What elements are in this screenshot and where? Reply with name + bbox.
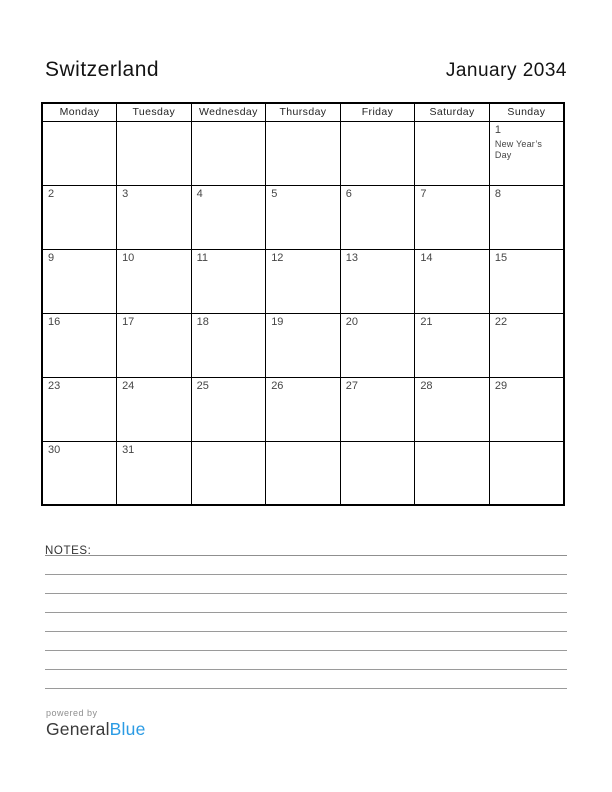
week-row-2 bbox=[42, 185, 564, 249]
day-cell bbox=[42, 249, 117, 313]
day-cell bbox=[340, 313, 415, 377]
day-cell bbox=[191, 121, 266, 185]
day-cell bbox=[489, 249, 564, 313]
day-number: 11 bbox=[196, 251, 209, 264]
day-number: 31 bbox=[122, 443, 135, 456]
notes-section bbox=[45, 540, 567, 689]
day-cell bbox=[415, 313, 490, 377]
notes-line bbox=[45, 651, 567, 670]
notes-line bbox=[45, 632, 567, 651]
day-cell bbox=[489, 185, 564, 249]
weekday-header-row bbox=[42, 103, 564, 121]
page-header bbox=[45, 58, 567, 82]
day-number: 20 bbox=[345, 315, 358, 328]
day-cell bbox=[489, 377, 564, 441]
week-row-6 bbox=[42, 441, 564, 505]
brand-blue-text: Blue bbox=[109, 719, 146, 739]
day-cell bbox=[415, 249, 490, 313]
notes-line bbox=[45, 594, 567, 613]
weekday-header-tuesday: Tuesday bbox=[117, 103, 192, 121]
weekday-header-sunday: Sunday bbox=[489, 103, 564, 121]
weekday-header-friday: Friday bbox=[340, 103, 415, 121]
day-cell bbox=[266, 121, 341, 185]
day-cell bbox=[191, 377, 266, 441]
day-cell bbox=[266, 249, 341, 313]
day-number: 3 bbox=[122, 187, 129, 200]
month-year-title: January 2034 bbox=[445, 60, 567, 81]
day-cell bbox=[340, 441, 415, 505]
day-number: 5 bbox=[271, 187, 278, 200]
day-number: 13 bbox=[345, 251, 358, 264]
day-number: 10 bbox=[122, 251, 135, 264]
notes-line bbox=[45, 613, 567, 632]
day-cell bbox=[340, 121, 415, 185]
weekday-header-thursday: Thursday bbox=[266, 103, 341, 121]
day-cell bbox=[191, 313, 266, 377]
day-number: 1 bbox=[494, 123, 501, 136]
day-cell bbox=[489, 313, 564, 377]
day-number: 8 bbox=[494, 187, 501, 200]
day-number: 12 bbox=[271, 251, 284, 264]
day-cell bbox=[42, 313, 117, 377]
notes-label: NOTES: bbox=[45, 545, 92, 557]
notes-line bbox=[45, 556, 567, 575]
day-number: 25 bbox=[196, 379, 209, 392]
day-number: 26 bbox=[271, 379, 284, 392]
day-cell-new-years-day bbox=[489, 121, 564, 185]
day-number: 24 bbox=[122, 379, 135, 392]
week-row-5 bbox=[42, 377, 564, 441]
day-cell bbox=[117, 441, 192, 505]
notes-header-line bbox=[45, 540, 567, 556]
day-cell bbox=[117, 377, 192, 441]
weekday-header-monday: Monday bbox=[42, 103, 117, 121]
day-number: 6 bbox=[345, 187, 352, 200]
day-cell bbox=[42, 377, 117, 441]
day-cell bbox=[415, 377, 490, 441]
day-number: 16 bbox=[48, 315, 61, 328]
day-number: 28 bbox=[420, 379, 433, 392]
day-number: 18 bbox=[196, 315, 209, 328]
holiday-label: New Year’s Day bbox=[494, 138, 543, 161]
day-cell bbox=[415, 441, 490, 505]
brand-general-text: General bbox=[46, 719, 110, 739]
month-calendar-grid bbox=[41, 102, 565, 506]
day-cell bbox=[42, 121, 117, 185]
day-number: 7 bbox=[420, 187, 427, 200]
day-cell bbox=[191, 249, 266, 313]
day-cell bbox=[42, 185, 117, 249]
day-number: 14 bbox=[420, 251, 433, 264]
day-cell bbox=[266, 441, 341, 505]
footer-brand-block bbox=[46, 708, 146, 739]
day-number: 27 bbox=[345, 379, 358, 392]
weekday-header-wednesday: Wednesday bbox=[191, 103, 266, 121]
day-cell bbox=[42, 441, 117, 505]
day-cell bbox=[340, 377, 415, 441]
day-cell bbox=[340, 185, 415, 249]
week-row-3 bbox=[42, 249, 564, 313]
day-cell bbox=[191, 441, 266, 505]
day-number: 30 bbox=[48, 443, 61, 456]
day-cell bbox=[415, 121, 490, 185]
day-cell bbox=[266, 377, 341, 441]
day-cell bbox=[117, 185, 192, 249]
day-number: 4 bbox=[196, 187, 203, 200]
day-cell bbox=[266, 185, 341, 249]
day-number: 2 bbox=[48, 187, 55, 200]
powered-by-text: powered by bbox=[46, 708, 98, 718]
day-number: 21 bbox=[420, 315, 433, 328]
notes-line bbox=[45, 575, 567, 594]
day-number: 23 bbox=[48, 379, 61, 392]
day-cell bbox=[489, 441, 564, 505]
country-title: Switzerland bbox=[45, 58, 160, 81]
notes-line bbox=[45, 670, 567, 689]
day-cell bbox=[191, 185, 266, 249]
day-cell bbox=[117, 249, 192, 313]
weekday-header-saturday: Saturday bbox=[415, 103, 490, 121]
day-cell bbox=[415, 185, 490, 249]
day-number: 19 bbox=[271, 315, 284, 328]
day-cell bbox=[266, 313, 341, 377]
week-row-4 bbox=[42, 313, 564, 377]
general-blue-logo bbox=[46, 720, 146, 739]
day-cell bbox=[117, 121, 192, 185]
day-number: 17 bbox=[122, 315, 135, 328]
day-cell bbox=[340, 249, 415, 313]
day-number: 15 bbox=[494, 251, 508, 264]
day-number: 29 bbox=[494, 379, 508, 392]
day-number: 22 bbox=[494, 315, 508, 328]
day-number: 9 bbox=[48, 251, 55, 264]
week-row-1 bbox=[42, 121, 564, 185]
day-cell bbox=[117, 313, 192, 377]
